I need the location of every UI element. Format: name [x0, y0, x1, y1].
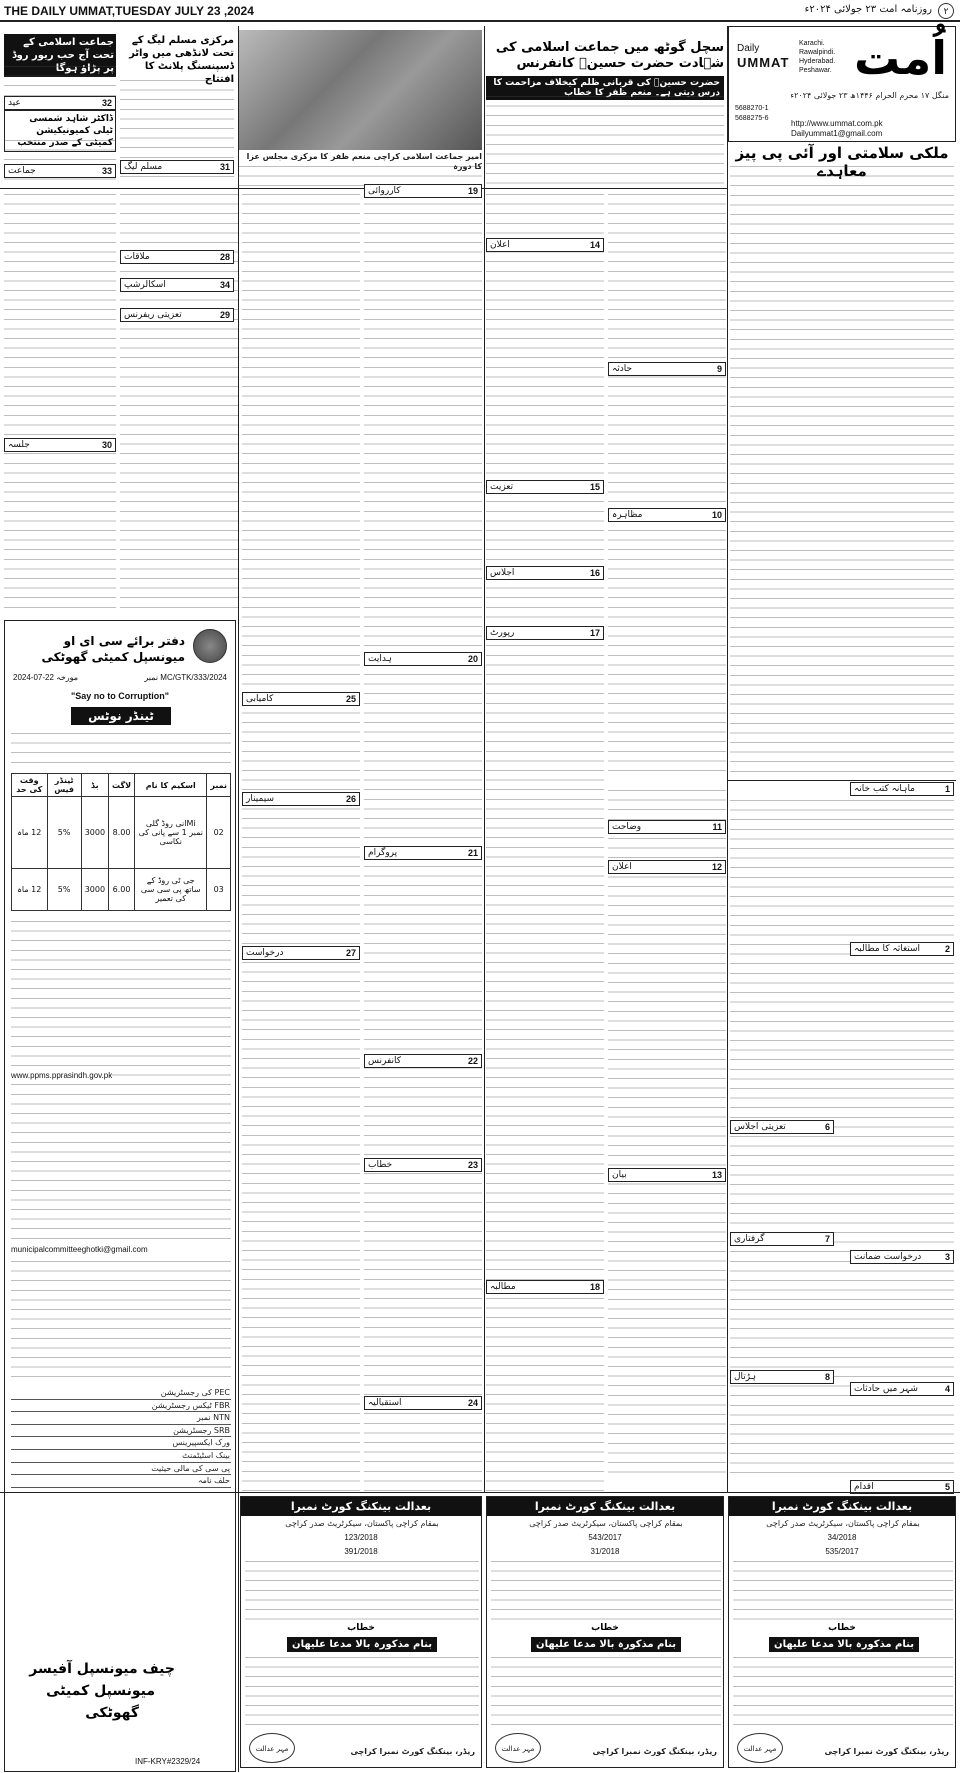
box-label: درخواست: [246, 948, 284, 958]
box-number: 19: [467, 186, 478, 196]
box-29: [120, 308, 234, 322]
masthead-dateline: منگل ۱۷ محرم الحرام ۱۴۴۶ھ ۲۳ جولائی ۲۰۲۴ء: [790, 91, 949, 100]
box-32: [4, 96, 116, 110]
story-4-headline: ڈاکٹر شاہد شمسی ٹیلی کمیونیکیشن کمیٹی کے صدر منتخب: [4, 110, 116, 152]
cell: 5%: [47, 797, 81, 869]
box-label: تعزیت: [490, 482, 514, 492]
box-28: [120, 250, 234, 264]
emblem-icon: [193, 629, 227, 663]
column-4-text: [242, 194, 360, 1494]
box-number: 24: [467, 1398, 478, 1408]
photo-text: [238, 166, 482, 186]
box-label: درخواست ضمانت: [854, 1252, 922, 1262]
tender-inf: INF-KRY#2329/24: [135, 1757, 201, 1766]
box-number: 11: [712, 822, 722, 832]
box-number: 9: [716, 364, 722, 374]
box-19: [364, 184, 482, 198]
tender-email: municipalcommitteeghotki@gmail.com: [11, 1245, 148, 1254]
column-divider: [727, 26, 728, 1492]
court-section: بنام مذکورہ بالا مدعا علیهان: [769, 1637, 919, 1652]
editorial-headline: ملکی سلامتی اور آئی پی پیز معاہدے: [735, 144, 949, 180]
table-row: [12, 797, 231, 869]
tender-ref: نمبر MC/GTK/333/2024: [144, 673, 227, 682]
box-13: [608, 1168, 726, 1182]
box-number: 10: [711, 510, 722, 520]
court-section: بنام مذکورہ بالا مدعا علیهان: [531, 1637, 681, 1652]
signatory-org: میونسپل کمیٹی: [46, 1683, 155, 1699]
box-label: استغاثہ کا مطالبہ: [854, 944, 921, 954]
court-notice-2: [486, 1496, 724, 1768]
editorial-text: [730, 166, 954, 778]
requirement-item: پی سی کی مالی حیثیت: [11, 1463, 231, 1476]
box-label: گرفتاری: [734, 1234, 765, 1244]
court-title: بعدالت بینکنگ کورٹ نمبرا: [487, 1497, 723, 1516]
cell: 02: [207, 797, 231, 869]
cell: Miانی روڈ گلی نمبر 1 سے پانی کی نکاسی: [135, 797, 207, 869]
court-case: 123/2018: [344, 1533, 378, 1542]
box-number: 22: [467, 1056, 478, 1066]
box-10: [608, 508, 726, 522]
masthead: [728, 26, 956, 142]
box-label: ملاقات: [124, 252, 150, 262]
requirement-item: NTN نمبر: [11, 1412, 231, 1425]
cell: جی ٹی روڈ کے ساتھ پی سی سی کی تعمیر: [135, 869, 207, 911]
col-name: اسکیم کا نام: [135, 774, 207, 797]
box-label: سیمینار: [246, 794, 274, 804]
box-label: مظاہرہ: [612, 510, 643, 520]
box-label: کامیابی: [246, 694, 274, 704]
column-divider: [238, 26, 239, 1772]
editorial-rule: [728, 780, 956, 781]
box-label: مسلم لیگ: [124, 162, 163, 172]
top-story-subhead: حضرت حسینؓ کی قربانی ظلم کیخلاف مزاحمت کا درس دیتی ہے۔ منعم ظفر کا خطاب: [486, 76, 724, 100]
tender-website: www.ppms.pprasindh.gov.pk: [11, 1071, 113, 1080]
box-number: 15: [589, 482, 600, 492]
tender-conditions-text: [11, 921, 231, 1241]
box-18: [486, 1280, 604, 1294]
col-fee: ٹینڈر فیس: [47, 774, 81, 797]
box-label: استقبالیہ: [368, 1398, 402, 1408]
box-33: [4, 164, 116, 178]
col-time: وقت کی حد: [12, 774, 48, 797]
cell: 3000: [81, 869, 108, 911]
box-30: [4, 438, 116, 452]
masthead-logo: اُمت: [854, 31, 947, 85]
tender-title: ٹینڈر نوٹس: [71, 707, 171, 725]
box-27: [242, 946, 360, 960]
box-22: [364, 1054, 482, 1068]
court-case-2: 31/2018: [590, 1547, 620, 1556]
cell: 12 ماہ: [12, 797, 48, 869]
box-17: [486, 626, 604, 640]
requirement-item: PEC کی رجسٹریشن: [11, 1387, 231, 1400]
court-sub: بمقام کراچی پاکستان، سیکرٹریٹ صدر کراچی: [766, 1519, 920, 1528]
story-3-headline: جماعت اسلامی کے تحت آج حب ریور روڈ پر پڑاؤ ہوگا: [4, 34, 116, 77]
box-label: حادثہ: [612, 364, 633, 374]
bottom-rule: [0, 1492, 960, 1493]
tender-table-header: [12, 774, 231, 797]
box-15: [486, 480, 604, 494]
court-seal: مہر عدالت: [249, 1733, 295, 1763]
court-body-text: [491, 1657, 721, 1727]
urdu-dateline: روزنامہ امت ۲۳ جولائی ۲۰۲۴ء: [804, 4, 932, 15]
court-case: 543/2017: [588, 1533, 622, 1542]
box-23: [364, 1158, 482, 1172]
masthead-name: UMMAT: [737, 55, 790, 70]
cell: 12 ماہ: [12, 869, 48, 911]
box-12: [608, 860, 726, 874]
tender-table-wrap: [11, 773, 231, 911]
box-16: [486, 566, 604, 580]
masthead-phone-1: 5688270-1: [735, 105, 769, 112]
court-sub: بمقام کراچی پاکستان، سیکرٹریٹ صدر کراچی: [285, 1519, 439, 1528]
court-text: [245, 1561, 479, 1621]
court-text: [733, 1561, 953, 1621]
box-label: کارروائی: [368, 186, 401, 196]
box-number: 5: [944, 1482, 950, 1492]
tender-slogan: "Say no to Corruption": [70, 691, 170, 701]
cell: 8.00: [109, 797, 135, 869]
court-text: [491, 1561, 721, 1621]
box-7: [730, 1232, 834, 1246]
court-khitab: خطاب: [347, 1623, 375, 1633]
column-2-text: [486, 194, 604, 1494]
court-khitab: خطاب: [591, 1623, 619, 1633]
box-3: [850, 1250, 954, 1264]
tender-requirements: [11, 1387, 231, 1488]
signatory-city: گھوٹکی: [85, 1705, 139, 1721]
court-reader: ریڈر، بینکنگ کورٹ نمبرا کراچی: [350, 1747, 475, 1756]
court-case-2: 535/2017: [825, 1547, 859, 1556]
box-label: کانفرنس: [368, 1056, 402, 1066]
box-label: اجلاس: [490, 568, 515, 578]
box-label: ہدایت: [368, 654, 392, 664]
box-number: 17: [589, 628, 600, 638]
requirement-item: SRB رجسٹریشن: [11, 1425, 231, 1438]
column-1-text: [608, 194, 726, 778]
court-body-text: [733, 1657, 953, 1727]
box-number: 2: [944, 944, 950, 954]
box-label: شہر میں حادثات: [854, 1384, 918, 1394]
court-title: بعدالت بینکنگ کورٹ نمبرا: [241, 1497, 481, 1516]
top-story-text: [486, 96, 724, 186]
box-label: مطالبہ: [490, 1282, 516, 1292]
tender-intro-text: [11, 733, 231, 769]
signatory-title: چیف میونسپل آفیسر: [29, 1661, 175, 1677]
table-row: [12, 869, 231, 911]
box-label: اعلان: [490, 240, 510, 250]
box-number: 12: [711, 862, 722, 872]
tender-date: مورخہ 22-07-2024: [13, 673, 79, 682]
tender-notice: [4, 620, 236, 1772]
box-label: اقدام: [854, 1482, 874, 1492]
box-number: 13: [711, 1170, 722, 1180]
box-number: 18: [589, 1282, 600, 1292]
column-divider: [484, 26, 485, 1492]
court-notice-1: [728, 1496, 956, 1768]
box-number: 28: [219, 252, 230, 262]
box-number: 7: [824, 1234, 830, 1244]
box-24: [364, 1396, 482, 1410]
court-notice-3: [240, 1496, 482, 1768]
box-number: 3: [944, 1252, 950, 1262]
story-2-headline: مرکزی مسلم لیگ کے تحت لانڈھی میں واٹر ڈسپنسنگ پلانٹ کا افتتاح: [129, 35, 234, 85]
box-number: 33: [101, 166, 112, 176]
column-3-text: [364, 194, 482, 1494]
box-number: 25: [345, 694, 356, 704]
top-story-headline: سچل گوٹھ میں جماعت اسلامی کی شہادت حضرت حسینؓ کانفرنس: [495, 40, 724, 71]
box-label: تعزیتی اجلاس: [734, 1122, 786, 1132]
box-number: 6: [824, 1122, 830, 1132]
box-number: 21: [467, 848, 478, 858]
box-label: اعلان: [612, 862, 632, 872]
box-number: 1: [944, 784, 950, 794]
box-2: [850, 942, 954, 956]
court-case: 34/2018: [827, 1533, 857, 1542]
box-31: [120, 160, 234, 174]
court-khitab: خطاب: [828, 1623, 856, 1633]
col-no: نمبر: [207, 774, 231, 797]
court-reader: ریڈر، بینکنگ کورٹ نمبرا کراچی: [592, 1747, 717, 1756]
box-6: [730, 1120, 834, 1134]
english-dateline: THE DAILY UMMAT,TUESDAY JULY 23 ,2024: [4, 4, 254, 18]
box-4: [850, 1382, 954, 1396]
box-label: ہڑتال: [734, 1372, 757, 1382]
box-label: ماہانہ کتب خانہ: [854, 784, 916, 794]
masthead-daily: Daily: [737, 43, 760, 54]
cell: 03: [207, 869, 231, 911]
box-label: جماعت: [8, 166, 36, 176]
box-9: [608, 362, 726, 376]
box-8: [730, 1370, 834, 1384]
box-label: خطاب: [368, 1160, 393, 1170]
box-number: 20: [467, 654, 478, 664]
requirement-item: حلف نامہ: [11, 1475, 231, 1488]
masthead-cities: Karachi. Rawalpindi. Hyderabad. Peshawar.: [799, 40, 836, 74]
masthead-email: Dailyummat1@gmail.com: [791, 129, 883, 138]
box-number: 16: [589, 568, 600, 578]
box-number: 26: [345, 794, 356, 804]
box-label: بیان: [612, 1170, 627, 1180]
box-21: [364, 846, 482, 860]
masthead-phone-2: 5688275-6: [735, 115, 769, 122]
court-body-text: [245, 1657, 479, 1727]
cell: 3000: [81, 797, 108, 869]
box-1: [850, 782, 954, 796]
column-8-text: [608, 790, 726, 1480]
header-rule: [0, 20, 960, 22]
box-11: [608, 820, 726, 834]
box-label: جلسہ: [8, 440, 30, 450]
court-case-2: 391/2018: [344, 1547, 378, 1556]
requirement-item: بینک اسٹیٹمنٹ: [11, 1450, 231, 1463]
box-20: [364, 652, 482, 666]
cell: 5%: [47, 869, 81, 911]
court-sub: بمقام کراچی پاکستان، سیکرٹریٹ صدر کراچی: [529, 1519, 683, 1528]
box-number: 31: [219, 162, 230, 172]
box-label: وضاحت: [612, 822, 642, 832]
box-number: 32: [101, 98, 112, 108]
court-title: بعدالت بینکنگ کورٹ نمبرا: [729, 1497, 955, 1516]
box-14: [486, 238, 604, 252]
box-number: 29: [219, 310, 230, 320]
box-number: 8: [824, 1372, 830, 1382]
box-label: تعزیتی ریفرنس: [124, 310, 182, 320]
tender-table: [11, 773, 231, 911]
box-number: 14: [589, 240, 600, 250]
box-number: 27: [345, 948, 356, 958]
box-label: اسکالرشپ: [124, 280, 166, 290]
box-number: 23: [467, 1160, 478, 1170]
box-number: 4: [944, 1384, 950, 1394]
requirement-item: ورک ایکسپیرینس: [11, 1437, 231, 1450]
box-label: رپورٹ: [490, 628, 515, 638]
box-25: [242, 692, 360, 706]
col-cost: لاگت: [109, 774, 135, 797]
tender-more-text: [11, 1261, 231, 1381]
court-seal: مہر عدالت: [737, 1733, 783, 1763]
court-seal: مہر عدالت: [495, 1733, 541, 1763]
court-section: بنام مذکورہ بالا مدعا علیهان: [287, 1637, 437, 1652]
photo-caption: امیر جماعت اسلامی کراچی منعم ظفر کا مرکزی مجلس عزا کا دورہ: [246, 152, 482, 171]
box-26: [242, 792, 360, 806]
box-label: پروگرام: [368, 848, 398, 858]
box-number: 30: [101, 440, 112, 450]
col-bid: بڈ: [81, 774, 108, 797]
box-number: 34: [219, 280, 230, 290]
box-label: عید: [8, 98, 21, 108]
column-6-text: [4, 194, 116, 614]
page-number: ۲: [938, 3, 954, 19]
tender-office: دفتر برائے سی ای او میونسپل کمیٹی گھوٹکی: [41, 634, 185, 664]
cell: 6.00: [109, 869, 135, 911]
box-34: [120, 278, 234, 292]
masthead-web: http://www.ummat.com.pk: [791, 119, 883, 128]
court-reader: ریڈر، بینکنگ کورٹ نمبرا کراچی: [824, 1747, 949, 1756]
news-photo: [238, 30, 482, 150]
requirement-item: FBR ٹیکس رجسٹریشن: [11, 1400, 231, 1413]
